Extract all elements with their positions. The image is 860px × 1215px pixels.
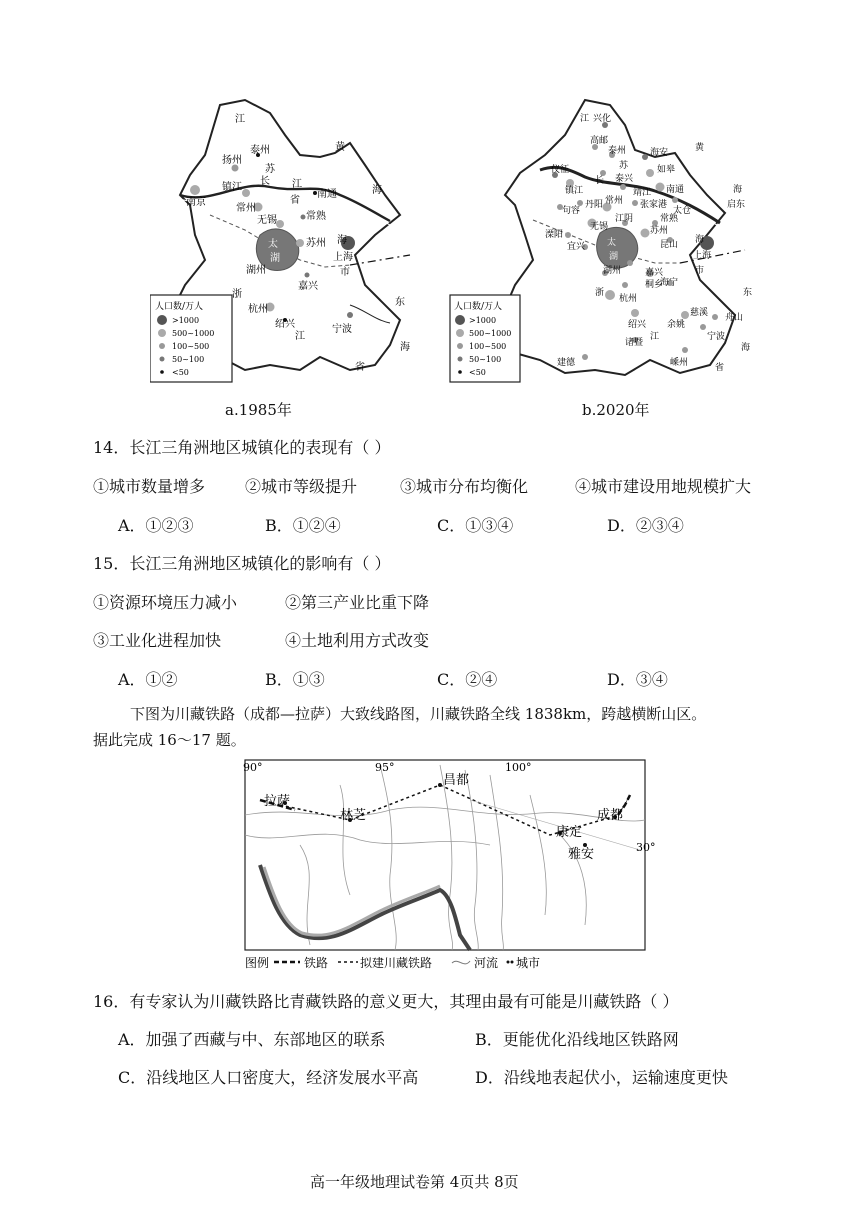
svg-text:太: 太 <box>607 238 617 248</box>
svg-text:100°: 100° <box>505 761 532 774</box>
svg-text:启东: 启东 <box>727 200 746 210</box>
svg-text:长: 长 <box>260 176 270 187</box>
svg-text:>1000: >1000 <box>172 316 200 325</box>
svg-text:嵊州: 嵊州 <box>670 358 689 368</box>
svg-text:500~1000: 500~1000 <box>469 329 512 338</box>
svg-text:图例: 图例 <box>245 956 270 970</box>
q14-option-4: ④城市建设用地规模扩大 <box>575 477 752 496</box>
svg-text:南京: 南京 <box>186 197 206 208</box>
q14-option-1: ①城市数量增多 <box>93 477 206 496</box>
svg-text:湖: 湖 <box>609 252 619 262</box>
svg-text:100~500: 100~500 <box>172 342 210 351</box>
svg-text:太: 太 <box>268 239 278 250</box>
svg-text:海: 海 <box>741 343 751 353</box>
svg-text:海: 海 <box>372 185 382 196</box>
svg-text:东: 东 <box>743 288 753 298</box>
q14-choice-d: D．②③④ <box>607 516 684 535</box>
q14-option-3: ③城市分布均衡化 <box>400 477 529 496</box>
svg-text:省: 省 <box>290 195 300 206</box>
svg-text:苏: 苏 <box>265 164 275 175</box>
svg-text:扬州: 扬州 <box>222 155 242 166</box>
svg-text:省: 省 <box>355 362 365 373</box>
svg-text:湖州: 湖州 <box>603 266 622 276</box>
q15-stem: 15．长江三角洲地区城镇化的影响有（ ） <box>93 554 391 573</box>
svg-text:海安: 海安 <box>650 148 669 158</box>
svg-text:南通: 南通 <box>317 189 337 200</box>
svg-text:湖州: 湖州 <box>246 265 266 276</box>
svg-text:江阴: 江阴 <box>615 214 634 224</box>
svg-text:无锡: 无锡 <box>257 215 277 226</box>
svg-text:上海: 上海 <box>333 252 353 263</box>
svg-text:浙: 浙 <box>232 289 242 300</box>
q15-option-1: ①资源环境压力减小 <box>93 593 238 612</box>
svg-text:康定: 康定 <box>556 825 583 840</box>
svg-text:50~100: 50~100 <box>172 355 205 364</box>
svg-text:长: 长 <box>595 176 605 186</box>
svg-text:杭州: 杭州 <box>248 304 268 315</box>
svg-text:绍兴: 绍兴 <box>628 320 647 330</box>
q16-choice-a: A．加强了西藏与中、东部地区的联系 <box>118 1030 386 1049</box>
svg-text:常州: 常州 <box>236 203 256 214</box>
q15-choice-b: B．①③ <box>265 670 325 689</box>
svg-text:镇江: 镇江 <box>222 182 242 193</box>
q16-choice-c: C．沿线地区人口密度大，经济发展水平高 <box>118 1068 419 1087</box>
map-a-caption: a.1985年 <box>225 401 292 419</box>
svg-text:余姚: 余姚 <box>667 320 686 330</box>
svg-text:太仓: 太仓 <box>673 206 692 216</box>
svg-text:嘉兴: 嘉兴 <box>298 281 318 292</box>
svg-text:100~500: 100~500 <box>469 342 507 351</box>
map-b-caption: b.2020年 <box>582 401 650 419</box>
svg-text:苏州: 苏州 <box>306 238 326 249</box>
svg-text:>1000: >1000 <box>469 316 497 325</box>
svg-text:舟山: 舟山 <box>725 313 744 323</box>
svg-text:南通: 南通 <box>666 185 685 195</box>
svg-text:浙: 浙 <box>595 288 605 298</box>
q15-choice-d: D．③④ <box>607 670 668 689</box>
svg-text:江: 江 <box>292 179 302 190</box>
svg-text:桐乡: 桐乡 <box>645 280 664 290</box>
svg-text:铁路: 铁路 <box>304 956 329 970</box>
svg-text:30°: 30° <box>636 841 655 854</box>
q14-choice-c: C．①③④ <box>437 516 514 535</box>
svg-text:城市: 城市 <box>516 956 541 970</box>
q15-choice-c: C．②④ <box>437 670 498 689</box>
svg-text:黄: 黄 <box>695 143 705 153</box>
q14-option-2: ②城市等级提升 <box>245 477 358 496</box>
q14-stem: 14．长江三角洲地区城镇化的表现有（ ） <box>93 438 391 457</box>
map-1985 <box>150 95 430 390</box>
svg-text:江: 江 <box>295 331 305 342</box>
svg-text:常熟: 常熟 <box>660 214 679 224</box>
svg-text:泰州: 泰州 <box>250 145 270 156</box>
svg-text:靖江: 靖江 <box>633 188 652 198</box>
svg-text:海: 海 <box>337 235 347 246</box>
svg-text:溧阳: 溧阳 <box>545 230 564 240</box>
svg-text:省: 省 <box>715 363 725 373</box>
svg-text:宜兴: 宜兴 <box>567 242 586 252</box>
svg-text:仪征: 仪征 <box>551 165 570 175</box>
svg-text:林芝: 林芝 <box>340 808 367 823</box>
svg-text:江: 江 <box>235 114 245 125</box>
q15-option-3: ③工业化进程加快 <box>93 631 222 650</box>
svg-text:50~100: 50~100 <box>469 355 502 364</box>
svg-text:嘉兴: 嘉兴 <box>645 268 664 278</box>
svg-text:黄: 黄 <box>335 142 345 153</box>
svg-text:拟建川藏铁路: 拟建川藏铁路 <box>360 956 433 970</box>
svg-text:宁波: 宁波 <box>332 324 352 335</box>
q16-choice-b: B．更能优化沿线地区铁路网 <box>475 1030 679 1049</box>
svg-text:高邮: 高邮 <box>590 136 609 146</box>
svg-text:成都: 成都 <box>597 808 624 823</box>
svg-text:雅安: 雅安 <box>568 847 595 862</box>
svg-text:张家港: 张家港 <box>640 200 668 210</box>
svg-text:人口数/万人: 人口数/万人 <box>155 302 204 312</box>
svg-text:镇江: 镇江 <box>565 186 584 196</box>
svg-text:上海: 上海 <box>693 251 712 261</box>
svg-text:昌都: 昌都 <box>443 773 470 788</box>
svg-text:建德: 建德 <box>557 358 576 368</box>
svg-text:500~1000: 500~1000 <box>172 329 215 338</box>
svg-text:苏: 苏 <box>619 161 629 171</box>
q15-option-2: ②第三产业比重下降 <box>285 593 430 612</box>
q14-choice-b: B．①②④ <box>265 516 341 535</box>
svg-text:<50: <50 <box>172 368 189 377</box>
intro-line-1: 下图为川藏铁路（成都—拉萨）大致线路图，川藏铁路全线 1838km，跨越横断山区。 <box>130 705 707 723</box>
svg-text:杭州: 杭州 <box>619 294 638 304</box>
svg-text:常州: 常州 <box>605 196 624 206</box>
svg-text:海: 海 <box>400 342 410 353</box>
svg-text:泰州: 泰州 <box>608 146 627 156</box>
svg-text:慈溪: 慈溪 <box>690 308 709 318</box>
svg-text:宁波: 宁波 <box>707 332 726 342</box>
svg-text:诸暨: 诸暨 <box>625 338 644 348</box>
svg-text:兴化: 兴化 <box>593 114 612 124</box>
svg-text:句容: 句容 <box>562 206 581 216</box>
sichuan-tibet-railway-map <box>240 755 655 975</box>
intro-line-2: 据此完成 16～17 题。 <box>93 731 246 749</box>
svg-text:东: 东 <box>395 297 405 308</box>
svg-text:泰兴: 泰兴 <box>615 174 634 184</box>
svg-text:拉萨: 拉萨 <box>264 794 291 809</box>
svg-text:湖: 湖 <box>270 253 280 264</box>
svg-text:昆山: 昆山 <box>660 240 679 250</box>
svg-text:海: 海 <box>695 235 705 245</box>
svg-text:市: 市 <box>695 266 705 276</box>
svg-text:95°: 95° <box>375 761 395 774</box>
svg-text:丹阳: 丹阳 <box>585 200 604 210</box>
svg-text:海宁: 海宁 <box>660 278 679 288</box>
svg-text:人口数/万人: 人口数/万人 <box>454 302 503 312</box>
map-2020 <box>445 95 755 390</box>
q15-choice-a: A．①② <box>118 670 178 689</box>
q16-stem: 16．有专家认为川藏铁路比青藏铁路的意义更大，其理由最有可能是川藏铁路（ ） <box>93 992 679 1011</box>
svg-text:90°: 90° <box>243 761 263 774</box>
svg-text:<50: <50 <box>469 368 486 377</box>
svg-text:如皋: 如皋 <box>657 165 676 175</box>
q14-choice-a: A．①②③ <box>118 516 194 535</box>
svg-text:河流: 河流 <box>474 956 499 970</box>
svg-text:江: 江 <box>580 114 590 124</box>
q15-option-4: ④土地利用方式改变 <box>285 631 430 650</box>
svg-text:海: 海 <box>733 185 743 195</box>
svg-text:无锡: 无锡 <box>590 222 609 232</box>
q16-choice-d: D．沿线地表起伏小，运输速度更快 <box>475 1068 728 1087</box>
svg-text:常熟: 常熟 <box>306 211 326 222</box>
svg-text:绍兴: 绍兴 <box>275 319 295 330</box>
svg-text:苏州: 苏州 <box>650 226 669 236</box>
svg-text:市: 市 <box>340 267 350 278</box>
svg-text:江: 江 <box>650 332 660 342</box>
page-footer: 高一年级地理试卷第 4页共 8页 <box>310 1173 519 1191</box>
